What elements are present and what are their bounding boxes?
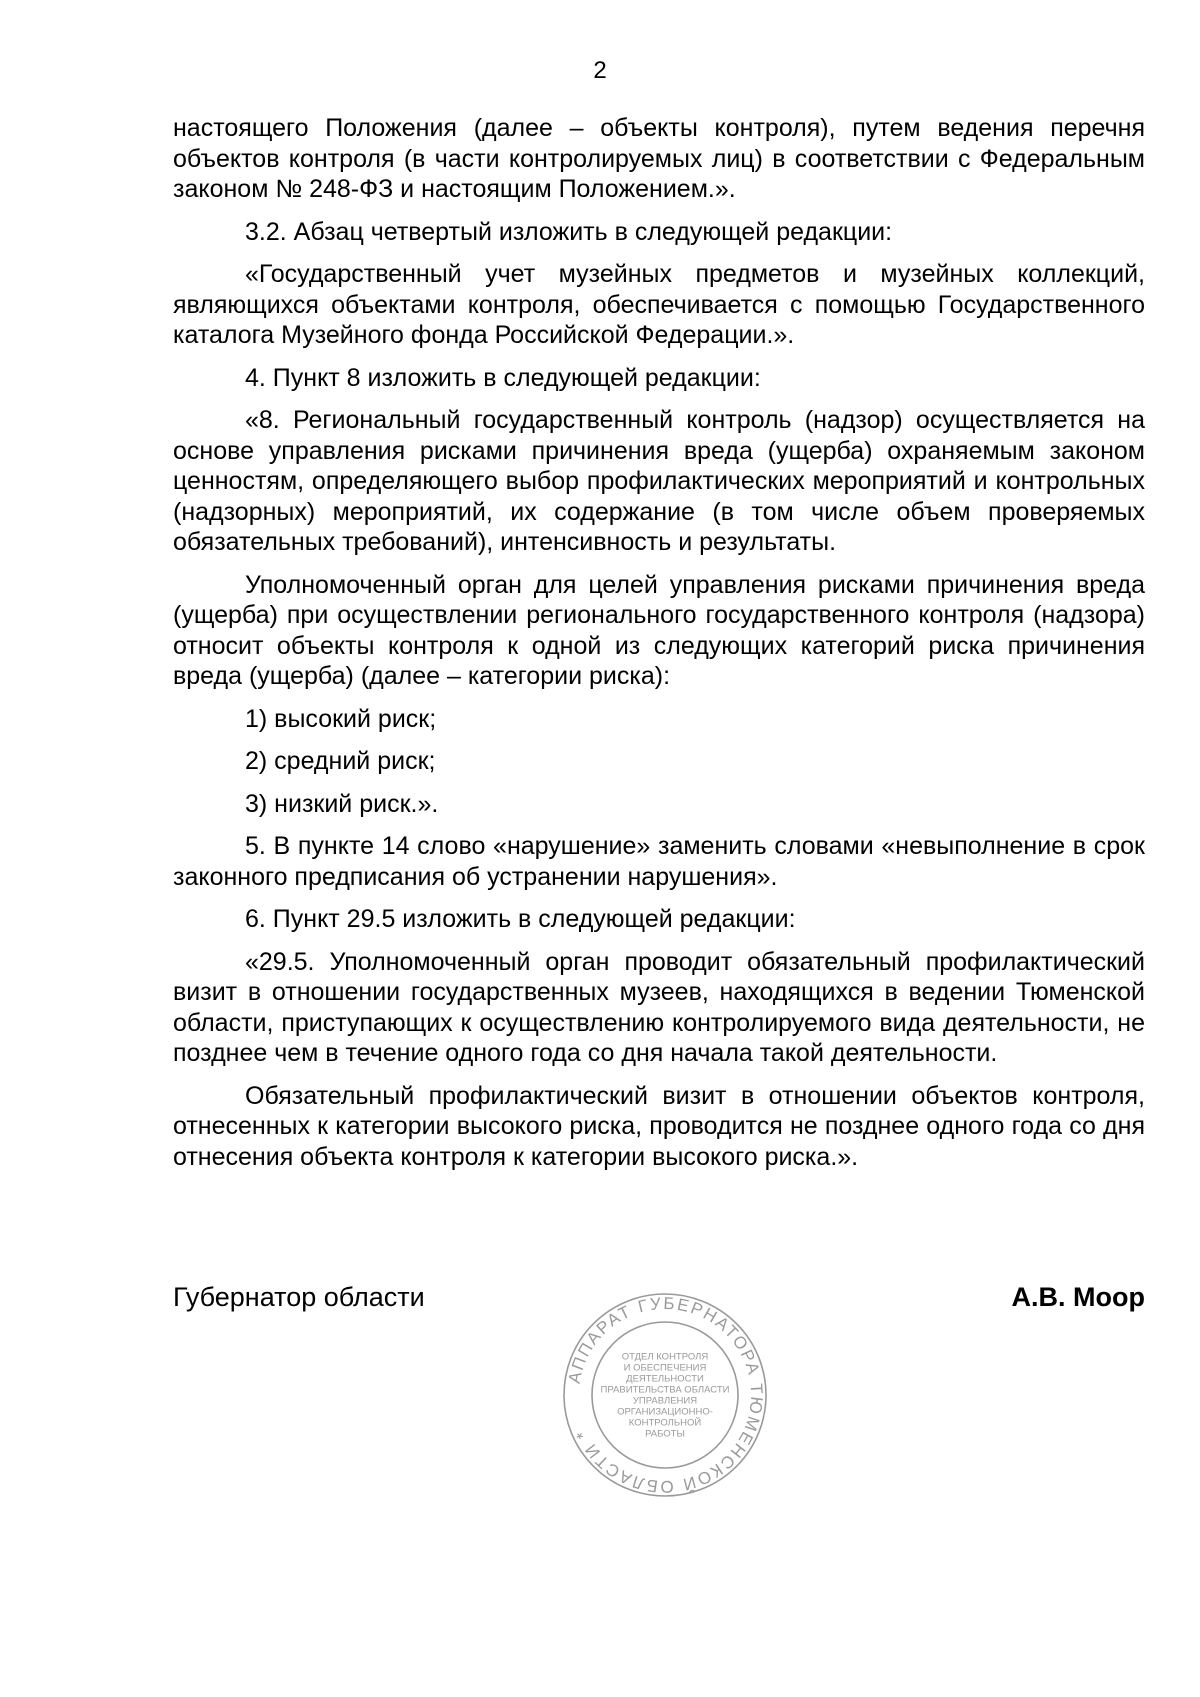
paragraph: 5. В пункте 14 слово «нарушение» заменить словами «невыполнение в срок законного предписания об устранении нарушения».: [173, 832, 1145, 891]
paragraph: «29.5. Уполномоченный орган проводит обязательный профилактический визит в отношении государственных музеев, находящихся в ведении Тюменской области, приступающих к осуществлению контролируемого вида деятельности, не позднее чем в течение одного года со дня начала такой деятельности.: [173, 947, 1145, 1067]
paragraph: 6. Пункт 29.5 изложить в следующей редакции:: [245, 905, 796, 933]
signatory-name: А.В. Моор: [1011, 1282, 1145, 1312]
stamp-inner-line: ПРАВИТЕЛЬСТВА ОБЛАСТИ: [600, 1384, 730, 1396]
list-item: 1) высокий риск;: [245, 704, 437, 733]
list-item: 2) средний риск;: [245, 747, 436, 775]
list-item: 3) низкий риск.».: [245, 789, 439, 818]
stamp-inner-line: ОРГАНИЗАЦИОННО-: [617, 1406, 713, 1418]
paragraph: «Государственный учет музейных предметов и музейных коллекций, являющихся объектами контроля, обеспечивается с помощью Государственного каталога Музейного фонда Российской Федерации.».: [173, 260, 1145, 349]
document-body: [173, 113, 1145, 1172]
paragraph: настоящего Положения (далее – объекты контроля), путем ведения перечня объектов контроля (в части контролируемых лиц) в соответствии с Федеральным законом № 248-ФЗ и настоящим Положением.».: [173, 114, 1145, 203]
stamp-inner-line: РАБОТЫ: [645, 1428, 685, 1440]
paragraph: «8. Региональный государственный контроль (надзор) осуществляется на основе управления рисками причинения вреда (ущерба) охраняемым законом ценностям, определяющего выбор профилактических мероприятий и контрольных (надзорных) мероприятий, их содержание (в том числе объем проверяемых обязательных требований), интенсивность и результаты.: [173, 406, 1145, 556]
paragraph: 4. Пункт 8 изложить в следующей редакции:: [245, 363, 761, 392]
paragraph: 3.2. Абзац четвертый изложить в следующей редакции:: [245, 217, 893, 246]
stamp-inner-line: ДЕЯТЕЛЬНОСТИ: [626, 1373, 704, 1385]
official-stamp: [560, 1290, 770, 1500]
svg-text:АППАРАТ ГУБЕРНАТОРА ТЮМЕНСКОЙ: АППАРАТ ГУБЕРНАТОРА ТЮМЕНСКОЙ ОБЛАСТИ *: [564, 1293, 767, 1497]
stamp-inner-line: И ОБЕСПЕЧЕНИЯ: [623, 1362, 707, 1374]
stamp-seal: [560, 1290, 770, 1500]
signatory-title: Губернатор области: [173, 1282, 425, 1312]
stamp-inner-line: ОТДЕЛ КОНТРОЛЯ: [621, 1351, 709, 1363]
stamp-inner-line: КОНТРОЛЬНОЙ: [628, 1417, 702, 1429]
page-number: 2: [593, 57, 607, 84]
paragraph: Обязательный профилактический визит в отношении объектов контроля, отнесенных к категории высокого риска, проводится не позднее одного года со дня отнесения объекта контроля к категории высокого риска.».: [173, 1081, 1145, 1171]
stamp-inner-line: УПРАВЛЕНИЯ: [632, 1395, 698, 1407]
paragraph: Уполномоченный орган для целей управления рисками причинения вреда (ущерба) при осуществлении регионального государственного контроля (надзора) относит объекты контроля к одной из следующих категорий риска причинения вреда (ущерба) (далее – категории риска):: [173, 570, 1145, 690]
